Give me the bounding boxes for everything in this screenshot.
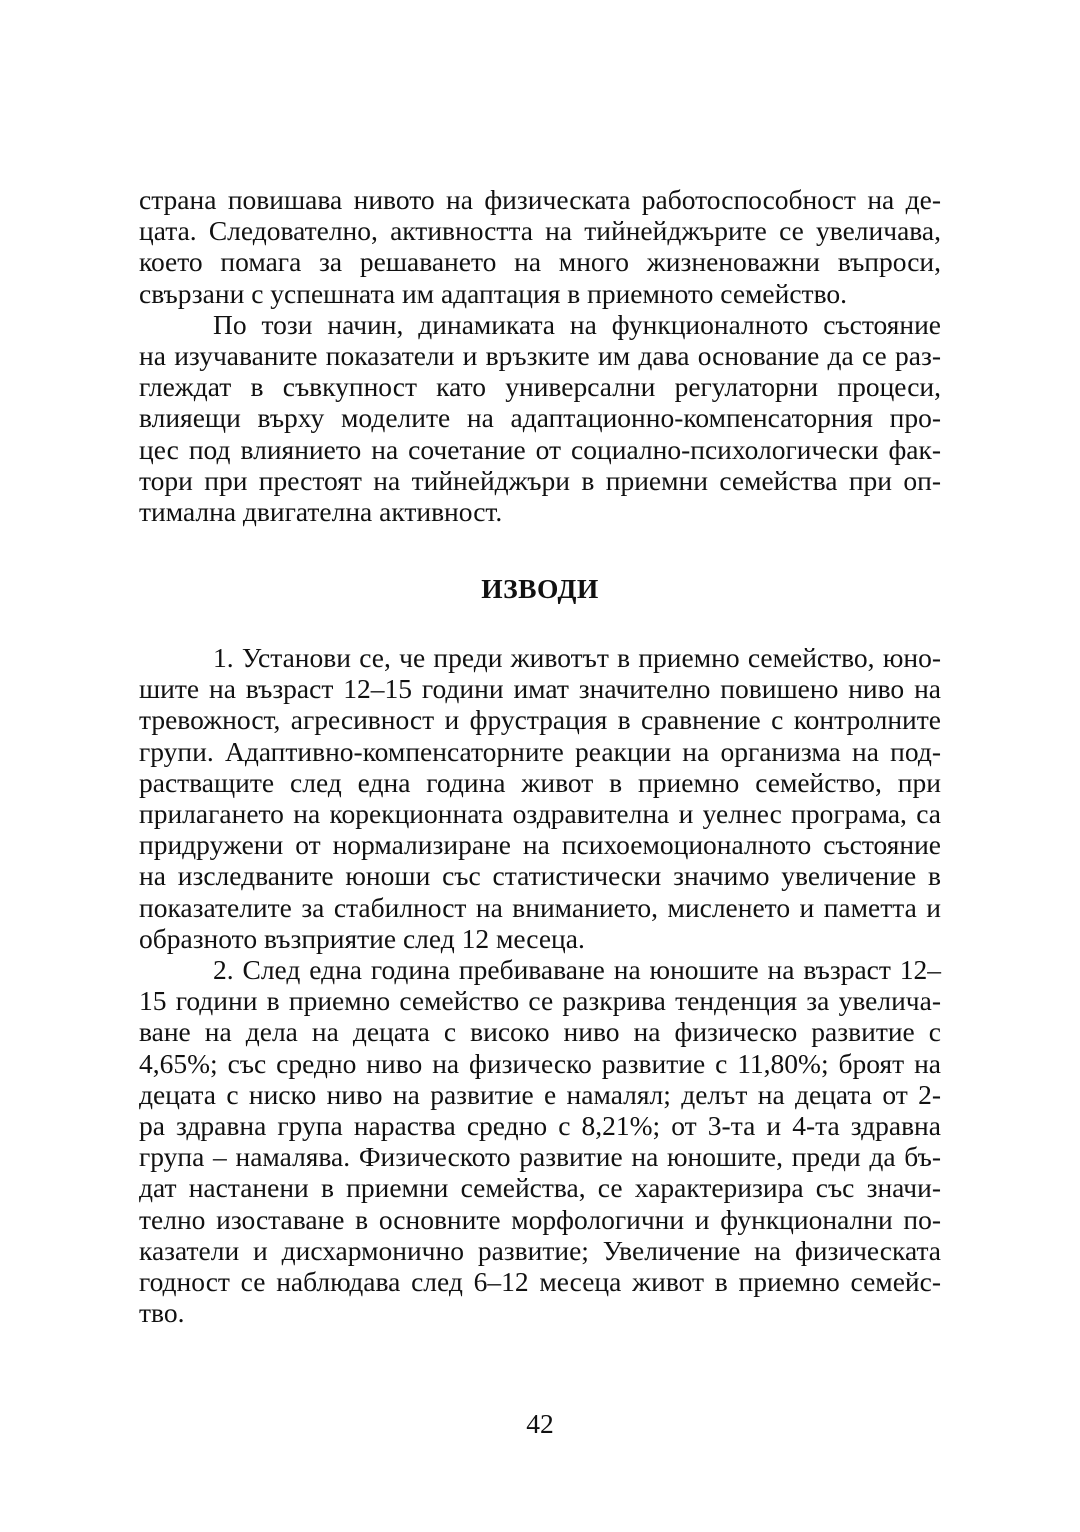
text-line: тимална двигателна активност. [139, 496, 503, 528]
text-line: показателите за стабилност на вниманието, мисленето и паметта и [139, 891, 941, 923]
text-line: групи. Адаптивно-компенсаторните реакции на организма на под- [139, 735, 941, 767]
text-line: ване на дела на децата с високо ниво на физическо развитие с [139, 1016, 941, 1048]
text-line: 1. Установи се, че преди животът в приемно семейство, юно- [213, 642, 941, 673]
text-line: ра здравна група нараства средно с 8,21%; от 3-та и 4-та здравна [139, 1110, 941, 1142]
text-line: образното възприятие след 12 месеца. [139, 922, 585, 954]
text-line: прилагането на корекционната оздравителна и уелнес програма, са [139, 798, 941, 830]
section-heading: ИЗВОДИ [481, 573, 599, 604]
text-line: тво. [139, 1297, 185, 1329]
text-line: влияещи върху моделите на адаптационно-компенсаторния про- [139, 402, 941, 434]
text-line: тори при престоят на тийнейджъри в приемни семейства при оп- [139, 464, 941, 496]
text-line: казатели и дисхармонично развитие; Увеличение на физическата [139, 1234, 941, 1266]
text-line: телно изоставане в основните морфологични и функционални по- [139, 1203, 941, 1235]
text-line: дат настанени в приемни семейства, се характеризира със значи- [139, 1172, 941, 1204]
text-line: цата. Следователно, активността на тийнейджърите се увеличава, [139, 215, 941, 247]
text-line: шите на възраст 12–15 години имат значително повишено ниво на [139, 673, 941, 705]
page-number: 42 [526, 1408, 554, 1439]
text-line: което помага за решаването на много жизненоважни въпроси, [139, 246, 941, 278]
text-line: цес под влиянието на сочетание от социално-психологически фак- [139, 433, 941, 465]
text-line: тревожност, агресивност и фрустрация в сравнение с контролните [139, 704, 941, 736]
text-line: глеждат в съвкупност като универсални регулаторни процеси, [139, 371, 941, 403]
text-line: свързани с успешната им адаптация в приемното семейство. [139, 277, 847, 309]
text-line: годност се наблюдава след 6–12 месеца живот в приемно семейс- [139, 1266, 941, 1298]
body-text-top [139, 184, 941, 527]
text-line: придружени от нормализиране на психоемоционалното състояние [139, 829, 941, 861]
text-line: страна повишава нивото на физическата работоспособност на де- [139, 184, 941, 215]
text-line: 4,65%; със средно ниво на физическо развитие с 11,80%; броят на [139, 1047, 941, 1079]
body-text-conclusions [139, 642, 941, 1328]
text-line: 15 години в приемно семейство се разкрива тенденция за увелича- [139, 985, 941, 1017]
text-line: растващите след една година живот в приемно семейство, при [139, 766, 941, 798]
text-line: на изучаваните показатели и връзките им дава основание да се раз- [139, 340, 941, 372]
text-line: на изследваните юноши със статистически значимо увеличение в [139, 860, 941, 892]
text-line: 2. След една година пребиваване на юношите на възраст 12– [213, 954, 941, 986]
text-line: децата с ниско ниво на развитие е намалял; делът на децата от 2- [139, 1078, 941, 1110]
text-line: По този начин, динамиката на функционалното състояние [213, 308, 941, 340]
text-line: група – намалява. Физическото развитие на юношите, преди да бъ- [139, 1141, 941, 1173]
